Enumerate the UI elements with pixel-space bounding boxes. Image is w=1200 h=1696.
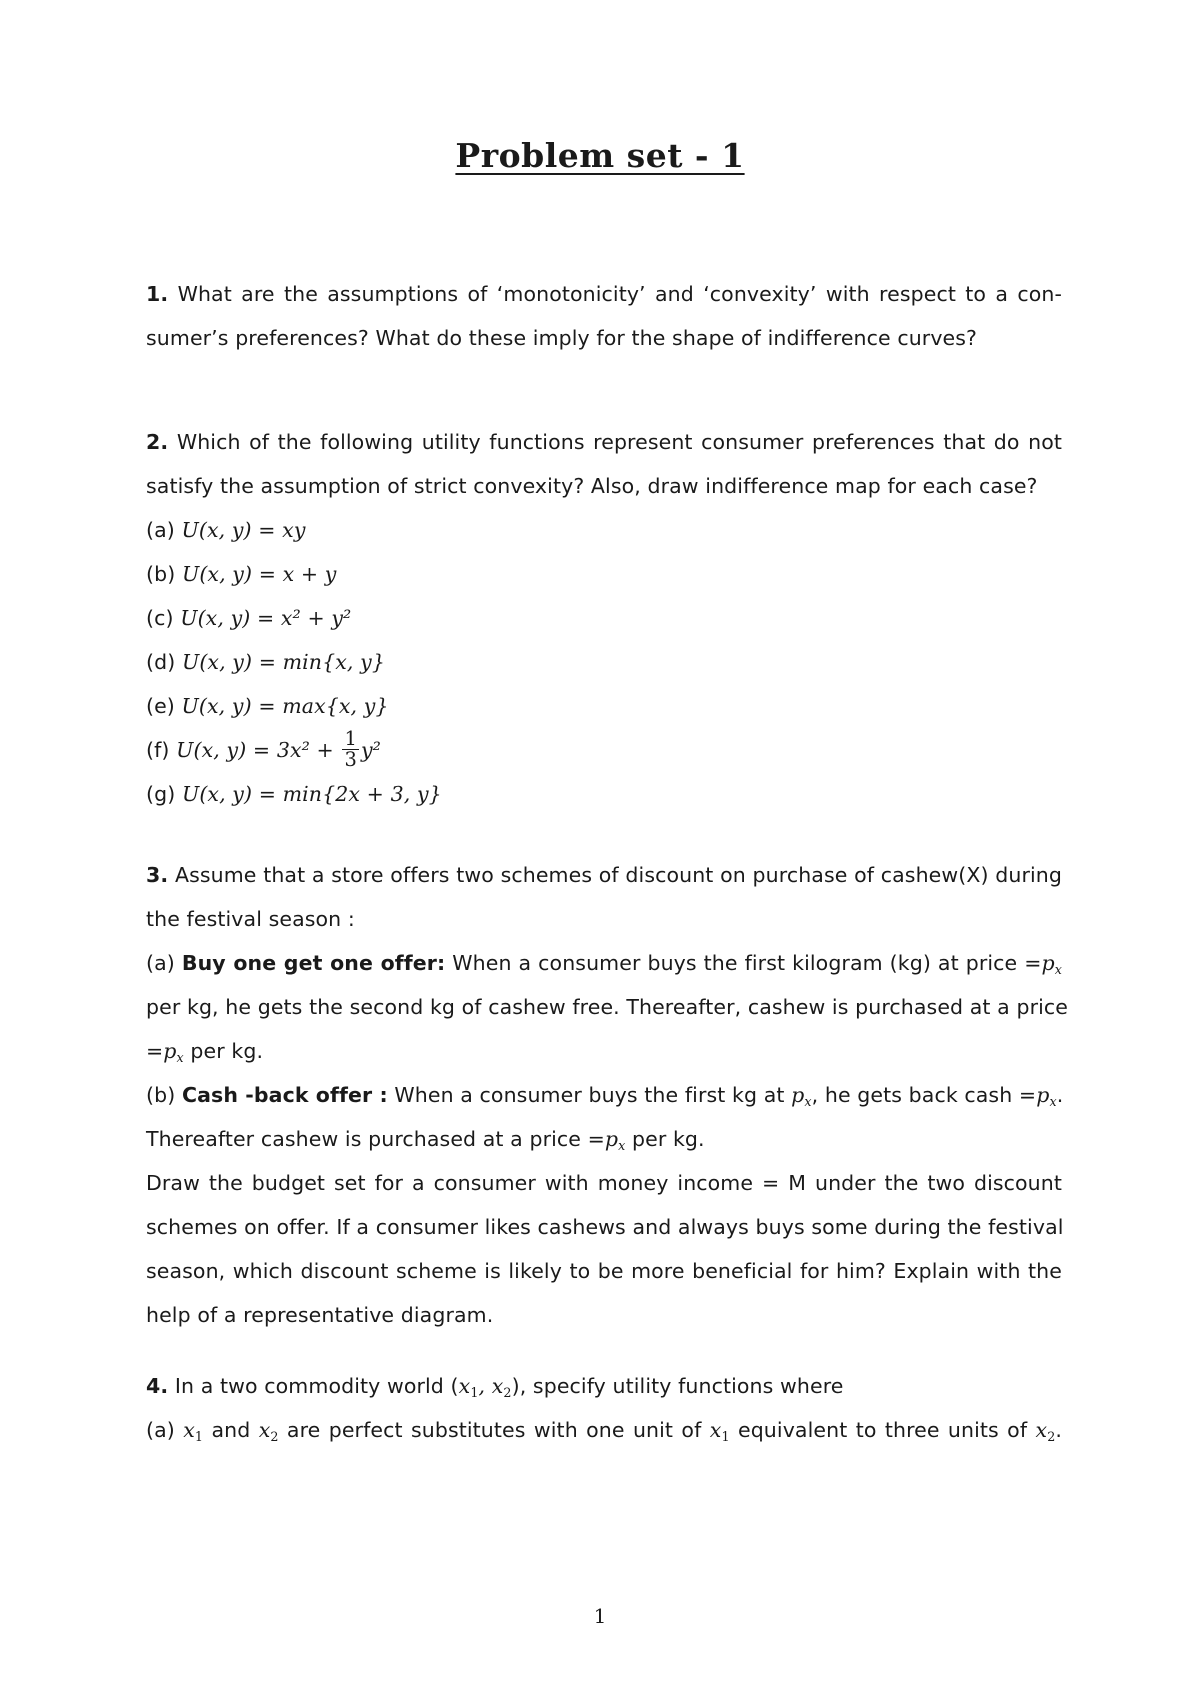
q2-item-g: (g) U(x, y) = min{2x + 3, y} (146, 782, 442, 806)
question-3 (146, 853, 1068, 1337)
q2-item-f: (f) U(x, y) = 3x² + $\frac{1}{3}$ y² (146, 727, 381, 771)
q2-item-b: (b) U(x, y) = x + y (146, 562, 337, 586)
q3-a-line-3: $=p_x$ per kg. (146, 1039, 264, 1065)
q3-a-line-2: per kg, he gets the second kg of cashew free. Thereafter, cashew is purchased at a price (146, 995, 1068, 1019)
q4-line-1: 4. In a two commodity world ($x_1$, $x_2$), specify utility functions where (146, 1374, 844, 1400)
q3-number: 3. (146, 863, 169, 887)
q3-line-1: 3. Assume that a store offers two schemes of discount on purchase of cashew(X) during (146, 863, 1062, 887)
q2-line-2: satisfy the assumption of strict convexity? Also, draw indifference map for each case? (146, 474, 1038, 498)
question-1 (146, 272, 1062, 360)
q1-number: 1. (146, 282, 169, 306)
q3-b-line-2: Thereafter cashew is purchased at a price $=p_x$ per kg. (146, 1127, 705, 1153)
q4-number: 4. (146, 1374, 169, 1398)
q3-line-2: the festival season : (146, 907, 355, 931)
q2-item-e: (e) U(x, y) = max{x, y} (146, 694, 389, 718)
q2-item-d: (d) U(x, y) = min{x, y} (146, 650, 385, 674)
page-number: 1 (593, 1604, 607, 1628)
q1-line-2: sumer’s preferences? What do these imply for the shape of indifference curves? (146, 326, 978, 350)
question-4 (146, 1364, 1062, 1452)
q3-para-line-4: help of a representative diagram. (146, 1303, 494, 1327)
q2-item-c: (c) U(x, y) = x² + y² (146, 606, 352, 630)
q3-b-line-1: (b) Cash -back offer : When a consumer buys the first kg at $p_x$, he gets back cash $=p_x$. (146, 1083, 1064, 1109)
fraction-one-third: $\frac{1}{3}$ (344, 727, 357, 771)
question-2 (146, 420, 1062, 816)
q3-para-line-3: season, which discount scheme is likely to be more beneficial for him? Explain with the (146, 1259, 1062, 1283)
q2-item-a: (a) U(x, y) = xy (146, 518, 306, 542)
offer-a-title: Buy one get one offer: (181, 951, 446, 975)
q2-number: 2. (146, 430, 169, 454)
page-title: Problem set - 1 (455, 136, 745, 175)
q2-line-1: 2. Which of the following utility functions represent consumer preferences that do not (146, 430, 1062, 454)
q3-a-line-1: (a) Buy one get one offer: When a consumer buys the first kilogram (kg) at price $=p_x$ (146, 951, 1062, 977)
q1-line-1: 1. What are the assumptions of ‘monotonicity’ and ‘convexity’ with respect to a con- (146, 282, 1062, 306)
q3-para-line-2: schemes on offer. If a consumer likes cashews and always buys some during the festival (146, 1215, 1064, 1239)
offer-b-title: Cash -back offer : (181, 1083, 388, 1107)
q4-a-line-1: (a) $x_1$ and $x_2$ are perfect substitutes with one unit of $x_1$ equivalent to three units of $x_2$. (146, 1418, 1062, 1444)
q3-para-line-1: Draw the budget set for a consumer with money income = M under the two discount (146, 1171, 1062, 1195)
